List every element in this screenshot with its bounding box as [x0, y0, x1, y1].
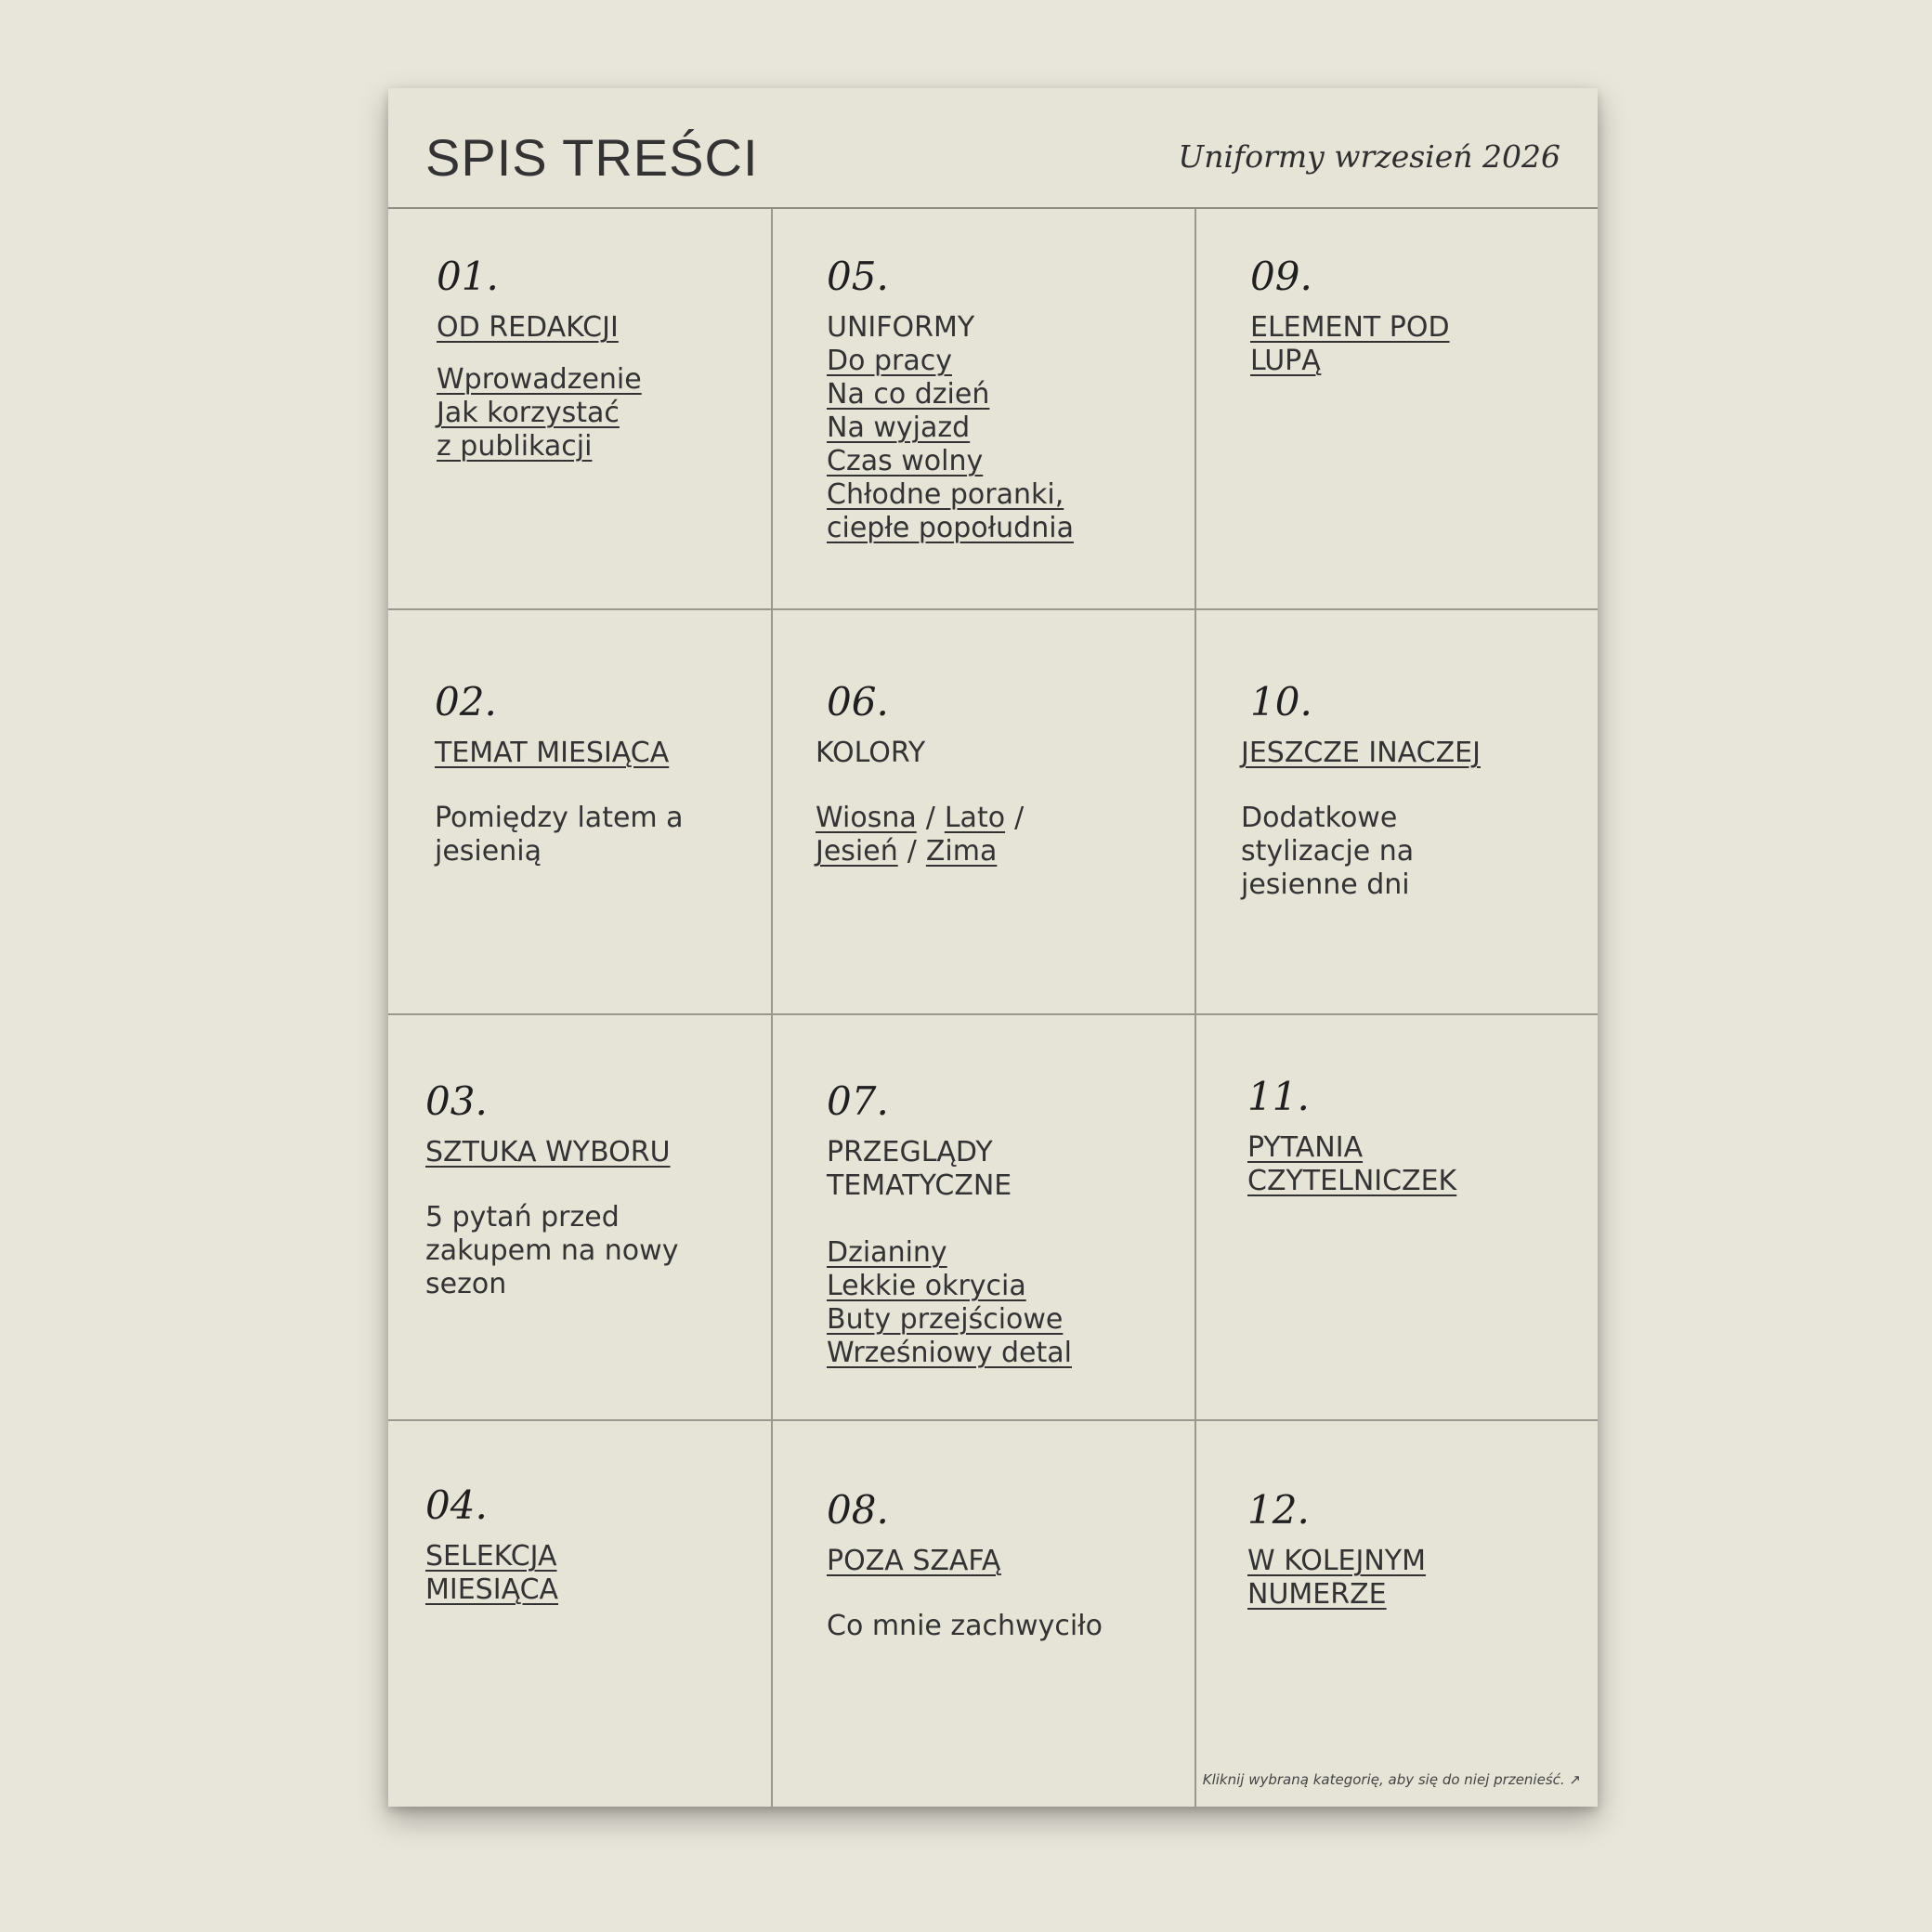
section-number: 02. [435, 679, 497, 724]
category-link-selekcja-miesiaca[interactable]: MIESIĄCA [425, 1573, 559, 1606]
item-link-wiosna[interactable]: Wiosna [816, 802, 917, 834]
category-link-element-pod-lupa[interactable]: LUPĄ [1250, 345, 1321, 377]
category-link-pytania-czytelniczek[interactable]: PYTANIA [1247, 1131, 1364, 1164]
section-05 [827, 254, 1074, 545]
section-09 [1250, 254, 1450, 378]
section-description: jesienne dni [1241, 868, 1410, 901]
category-link-temat-miesiaca[interactable]: TEMAT MIESIĄCA [435, 737, 670, 769]
category-kolory: KOLORY [816, 737, 926, 769]
section-04 [425, 1482, 559, 1607]
item-link-czas-wolny[interactable]: Czas wolny [827, 445, 984, 477]
category-uniformy: UNIFORMY [827, 311, 975, 344]
item-link-z-publikacji[interactable]: z publikacji [437, 430, 593, 463]
section-description: stylizacje na [1241, 835, 1415, 868]
table-of-contents-page [388, 88, 1598, 1807]
section-number: 10. [1250, 679, 1312, 724]
category-link-pytania-czytelniczek[interactable]: CZYTELNICZEK [1247, 1165, 1457, 1197]
contents-grid [388, 209, 1598, 1807]
category-link-selekcja-miesiaca[interactable]: SELEKCJA [425, 1540, 557, 1573]
item-link-lekkie-okrycia[interactable]: Lekkie okrycia [827, 1270, 1026, 1302]
item-link-cieple-popoludnia[interactable]: ciepłe popołudnia [827, 512, 1074, 544]
section-description: zakupem na nowy [425, 1234, 679, 1267]
separator: / [925, 802, 935, 834]
category-link-od-redakcji[interactable]: OD REDAKCJI [437, 311, 619, 344]
category-link-jeszcze-inaczej[interactable]: JESZCZE INACZEJ [1241, 737, 1481, 769]
item-link-chlodne-poranki[interactable]: Chłodne poranki, [827, 478, 1064, 511]
section-03 [425, 1078, 679, 1301]
category-przeglady: PRZEGLĄDY [827, 1136, 993, 1168]
section-description: sezon [425, 1268, 507, 1300]
section-number: 03. [425, 1078, 488, 1124]
section-02 [435, 679, 684, 868]
section-number: 06. [827, 679, 889, 724]
section-07 [827, 1078, 1072, 1370]
grid-divider [1194, 209, 1196, 1807]
issue-title: Uniformy wrzesień 2026 [1178, 138, 1560, 175]
item-link-wrzesniowy-detal[interactable]: Wrześniowy detal [827, 1337, 1072, 1369]
separator: / [907, 835, 917, 868]
category-link-sztuka-wyboru[interactable]: SZTUKA WYBORU [425, 1136, 671, 1168]
section-number: 12. [1247, 1487, 1310, 1533]
item-link-na-wyjazd[interactable]: Na wyjazd [827, 411, 971, 444]
section-description: 5 pytań przed [425, 1201, 620, 1234]
section-number: 04. [425, 1482, 488, 1528]
item-link-na-co-dzien[interactable]: Na co dzień [827, 378, 990, 411]
grid-divider [771, 209, 773, 1807]
page-title: SPIS TREŚCI [425, 128, 759, 187]
section-description: Dodatkowe [1241, 802, 1398, 834]
item-link-wprowadzenie[interactable]: Wprowadzenie [437, 363, 642, 396]
section-number: 05. [827, 254, 889, 299]
item-link-buty-przejsciowe[interactable]: Buty przejściowe [827, 1303, 1064, 1336]
section-number: 08. [827, 1487, 889, 1533]
section-06 [816, 679, 1033, 868]
item-link-dzianiny[interactable]: Dzianiny [827, 1236, 947, 1269]
section-description: Pomiędzy latem a [435, 802, 684, 834]
item-link-do-pracy[interactable]: Do pracy [827, 345, 952, 377]
category-link-poza-szafa[interactable]: POZA SZAFĄ [827, 1545, 1001, 1577]
section-number: 07. [827, 1078, 889, 1124]
section-description: Co mnie zachwyciło [827, 1610, 1103, 1642]
item-link-zima[interactable]: Zima [925, 835, 998, 868]
page-header [388, 88, 1598, 209]
section-08 [827, 1487, 1103, 1643]
category-link-w-kolejnym-numerze[interactable]: NUMERZE [1247, 1578, 1387, 1611]
grid-divider [388, 1419, 1598, 1421]
item-link-jak-korzystac[interactable]: Jak korzystać [437, 397, 620, 429]
section-description: jesienią [435, 835, 542, 868]
separator: / [1014, 802, 1025, 834]
category-link-w-kolejnym-numerze[interactable]: W KOLEJNYM [1247, 1545, 1427, 1577]
grid-divider [388, 608, 1598, 610]
section-11 [1247, 1074, 1457, 1198]
item-link-jesien[interactable]: Jesień [816, 835, 898, 868]
section-number: 09. [1250, 254, 1312, 299]
section-10 [1241, 679, 1481, 902]
grid-divider [388, 1013, 1598, 1015]
section-12 [1247, 1487, 1427, 1612]
section-number: 01. [437, 254, 499, 299]
category-link-element-pod-lupa[interactable]: ELEMENT POD [1250, 311, 1450, 344]
item-link-lato[interactable]: Lato [944, 802, 1006, 834]
section-01 [437, 254, 642, 463]
category-tematyczne: TEMATYCZNE [827, 1169, 1012, 1202]
section-number: 11. [1247, 1074, 1310, 1119]
navigation-hint: Kliknij wybraną kategorię, aby się do niej przenieść. ↗ [1202, 1771, 1581, 1788]
